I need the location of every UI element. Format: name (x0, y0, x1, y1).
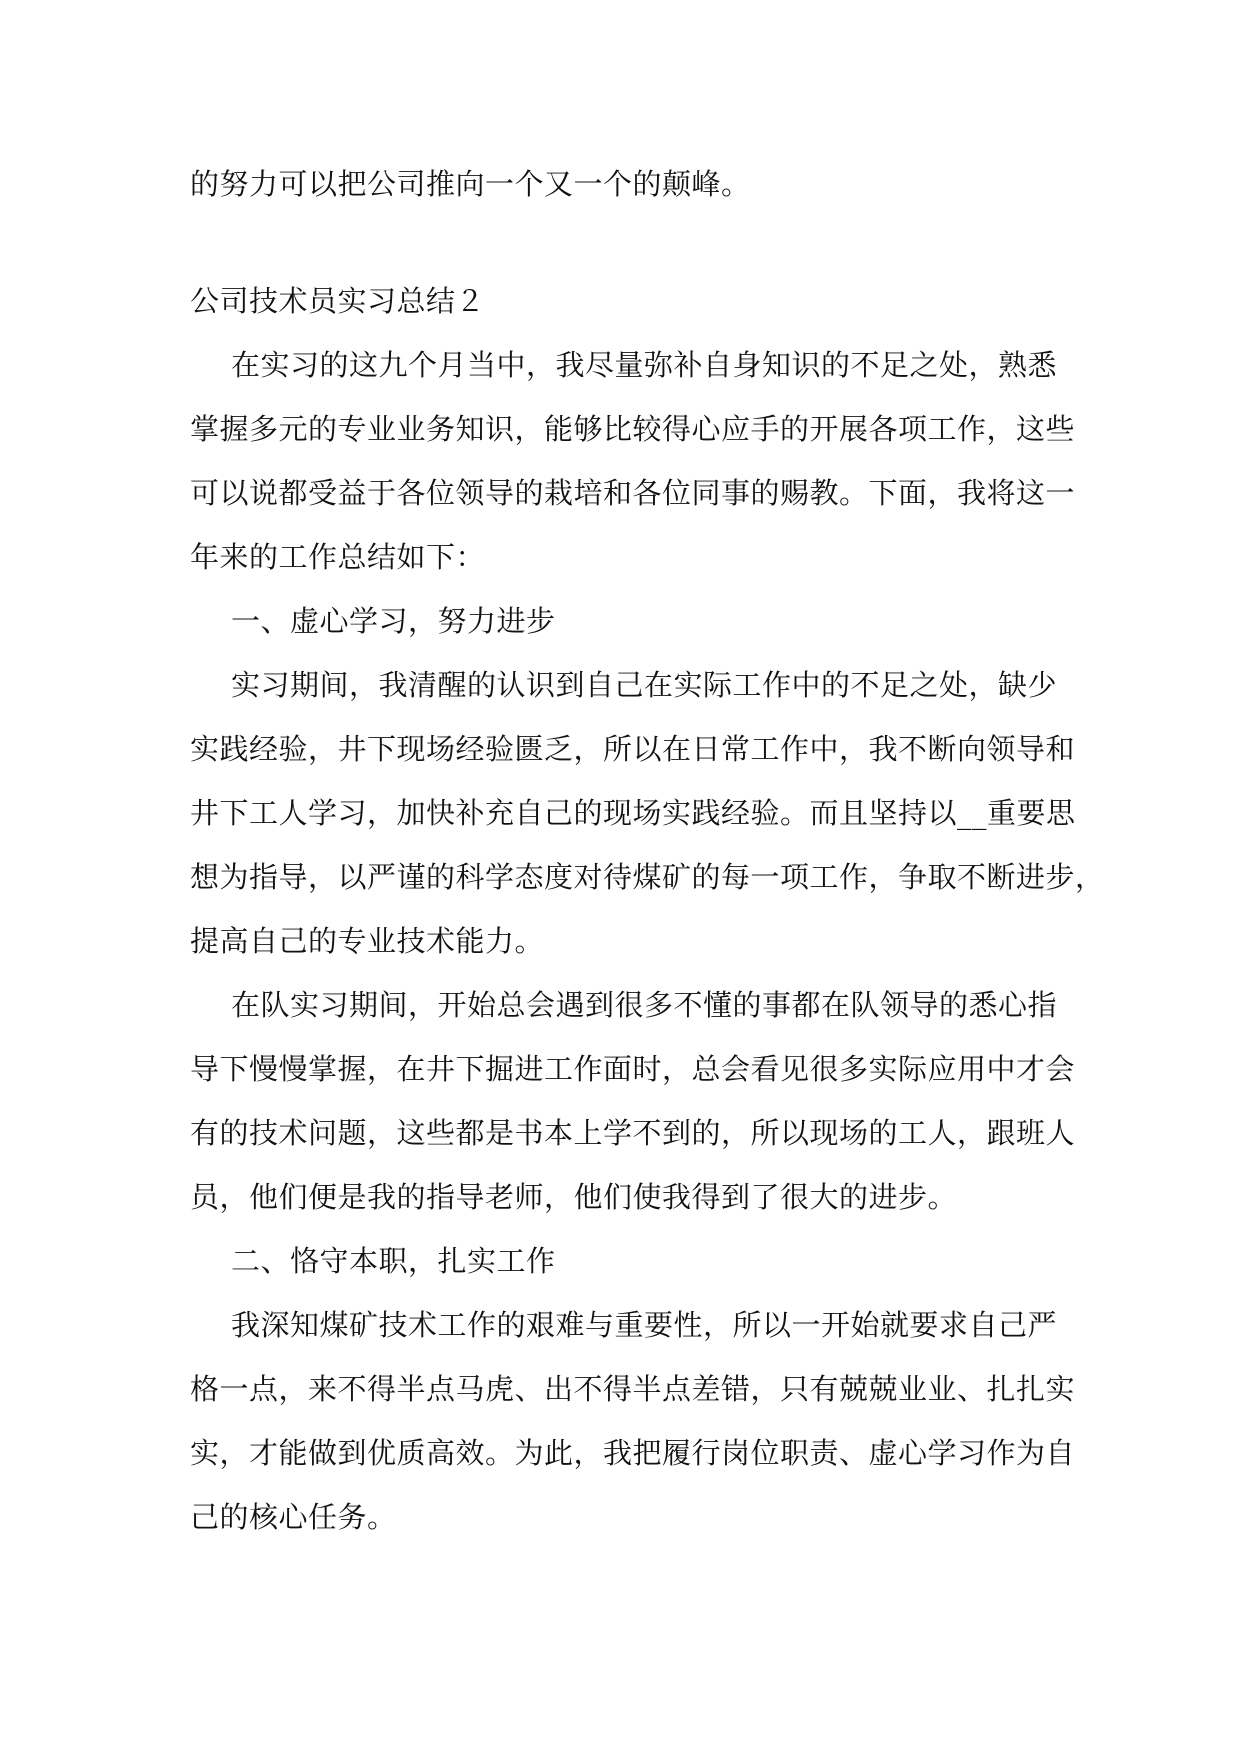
paragraph-line: 提高自己的专业技术能力。 (190, 924, 545, 958)
paragraph-line: 有的技术问题，这些都是书本上学不到的，所以现场的工人，跟班人 (190, 1116, 1076, 1150)
paragraph-line: 想为指导，以严谨的科学态度对待煤矿的每一项工作，争取不断进步， (190, 860, 1105, 894)
paragraph-line: 的努力可以把公司推向一个又一个的颠峰。 (190, 167, 751, 201)
paragraph-line: 格一点，来不得半点马虎、出不得半点差错，只有兢兢业业、扎扎实 (190, 1372, 1076, 1406)
paragraph-line: 实，才能做到优质高效。为此，我把履行岗位职责、虚心学习作为自 (190, 1436, 1076, 1470)
document-body (190, 152, 1105, 1549)
paragraph-line: 年来的工作总结如下： (190, 540, 486, 574)
section-heading-block (190, 269, 1052, 333)
section-title: 公司技术员实习总结２ (190, 284, 486, 318)
paragraph-line: 可以说都受益于各位领导的栽培和各位同事的赐教。下面，我将这一 (190, 476, 1076, 510)
paragraph-line: 在实习的这九个月当中，我尽量弥补自身知识的不足之处，熟悉 (231, 348, 1058, 382)
paragraph-line: 实习期间，我清醒的认识到自己在实际工作中的不足之处，缺少 (231, 668, 1058, 702)
subheading-line: 二、恪守本职，扎实工作 (231, 1244, 556, 1278)
paragraph-line: 井下工人学习，加快补充自己的现场实践经验。而且坚持以__重要思 (190, 796, 1076, 830)
paragraph-line: 在队实习期间，开始总会遇到很多不懂的事都在队领导的悉心指 (231, 988, 1058, 1022)
paragraph-line: 员，他们便是我的指导老师，他们使我得到了很大的进步。 (190, 1180, 958, 1214)
subheading-line: 一、虚心学习，努力进步 (231, 604, 556, 638)
paragraph-line: 己的核心任务。 (190, 1500, 397, 1534)
paragraph-line: 实践经验，井下现场经验匮乏，所以在日常工作中，我不断向领导和 (190, 732, 1076, 766)
paragraph-line: 导下慢慢掌握，在井下掘进工作面时，总会看见很多实际应用中才会 (190, 1052, 1076, 1086)
paragraph-line: 掌握多元的专业业务知识，能够比较得心应手的开展各项工作，这些 (190, 412, 1076, 446)
paragraph-line: 我深知煤矿技术工作的艰难与重要性，所以一开始就要求自己严 (231, 1308, 1058, 1342)
